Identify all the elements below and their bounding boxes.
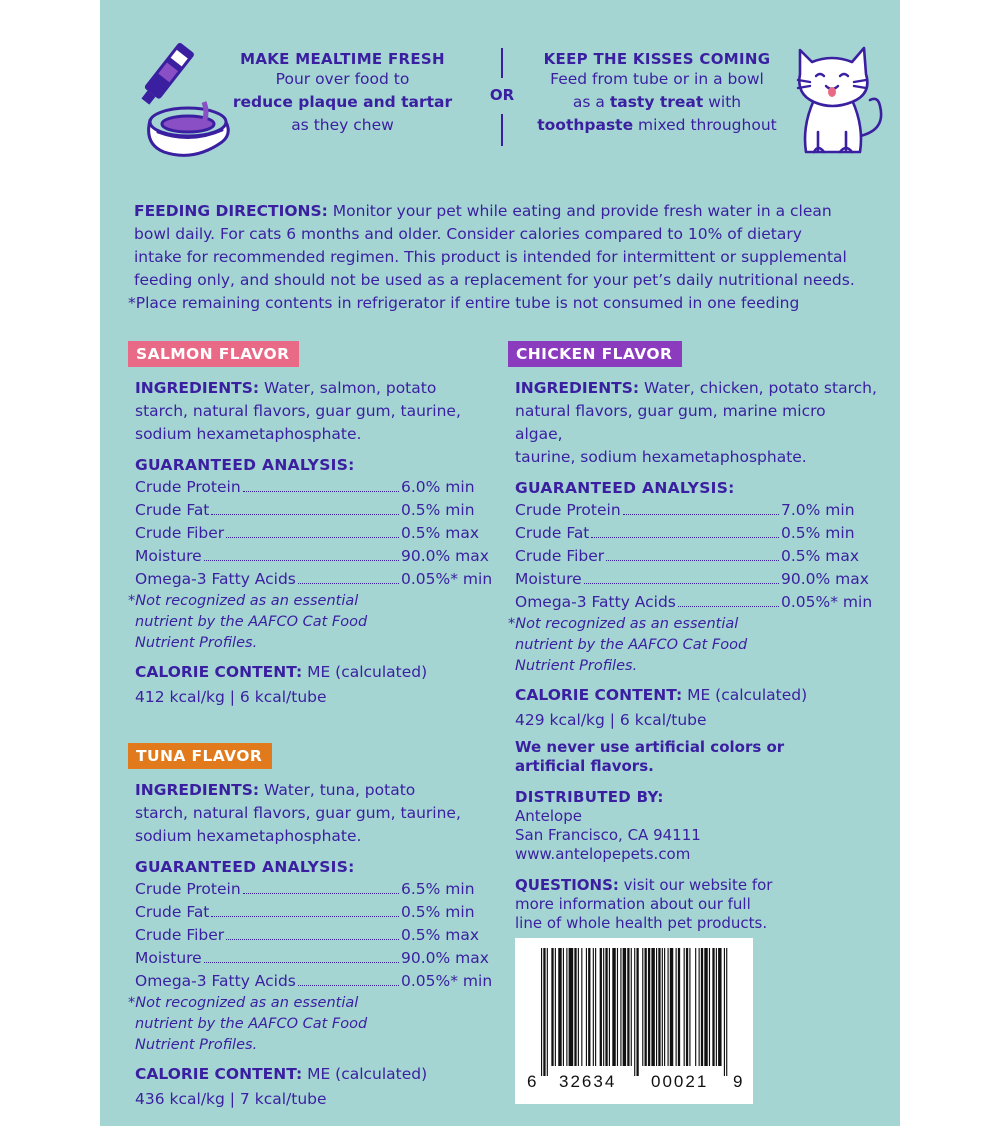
barcode-bar: [566, 948, 567, 1066]
chicken-aafco-note: *Not recognized as an essential nutrient by the AAFCO Cat Food Nutrient Profiles.: [508, 616, 748, 674]
barcode-bar: [662, 948, 663, 1066]
barcode-bar: [547, 948, 548, 1076]
kisses-line-1: Feed from tube or in a bowl: [550, 70, 764, 88]
barcode-bar: [609, 948, 610, 1066]
barcode-bar: [569, 948, 574, 1066]
barcode-bar: [541, 948, 542, 1076]
ga-row: Crude Protein 6.5% min: [135, 880, 475, 898]
kisses-line-3: toothpaste mixed throughout: [537, 116, 777, 134]
barcode-bar: [716, 948, 717, 1066]
tuna-ga-table: [135, 878, 498, 993]
barcode-bar: [627, 948, 629, 1066]
barcode-bar: [712, 948, 714, 1066]
mealtime-line-1: Pour over food to: [275, 70, 410, 88]
cat-icon: [788, 40, 886, 160]
no-artificial-statement: We never use artificial colors or artificial flavors.: [515, 738, 785, 775]
barcode-bar: [689, 948, 690, 1066]
ga-row: Crude Fat 0.5% min: [135, 501, 475, 519]
mealtime-line-3: as they chew: [291, 116, 394, 134]
barcode-bar: [695, 948, 696, 1066]
barcode-bar: [701, 948, 703, 1066]
feeding-line-1: FEEDING DIRECTIONS: Monitor your pet while eating and provide fresh water in a clean: [134, 202, 832, 220]
tuna-flavor-tag: TUNA FLAVOR: [128, 743, 272, 769]
barcode-digits-left: 32634: [559, 1072, 617, 1091]
ga-row: Moisture 90.0% max: [135, 547, 489, 565]
tuna-flavor-card: [128, 743, 498, 1112]
barcode-bar: [586, 948, 587, 1066]
company-info: [515, 738, 815, 945]
distributor-name: Antelope: [515, 807, 582, 825]
salmon-flavor-tag: SALMON FLAVOR: [128, 341, 299, 367]
chicken-calorie-content: CALORIE CONTENT: ME (calculated) 429 kcal/kg | 6 kcal/tube: [515, 686, 808, 729]
barcode-bar: [581, 948, 582, 1066]
ga-row: Crude Fiber 0.5% max: [515, 547, 860, 565]
barcode-bar: [605, 948, 607, 1066]
barcode-digit-last: 9: [733, 1072, 743, 1091]
barcode-bar: [726, 948, 727, 1076]
upc-barcode: [515, 938, 753, 1104]
barcode-bar: [709, 948, 710, 1066]
kisses-coming-block: [532, 50, 782, 137]
tuna-calorie-content: CALORIE CONTENT: ME (calculated) 436 kcal/kg | 7 kcal/tube: [135, 1065, 428, 1108]
barcode-bar: [645, 948, 647, 1066]
barcode-bar: [593, 948, 594, 1066]
barcode-digit-first: 6: [527, 1072, 537, 1091]
barcode-bar: [686, 948, 688, 1066]
barcode-bar: [658, 948, 660, 1066]
salmon-calorie-content: CALORIE CONTENT: ME (calculated) 412 kcal/kg | 6 kcal/tube: [135, 663, 428, 706]
package-back-panel: [100, 0, 900, 1126]
or-label: OR: [489, 86, 515, 104]
ga-row: Crude Fiber 0.5% max: [135, 926, 480, 944]
barcode-bar: [551, 948, 553, 1066]
ga-row: Omega-3 Fatty Acids 0.05%* min: [515, 593, 873, 611]
ga-row: Crude Protein 6.0% min: [135, 478, 475, 496]
feeding-line-5: *Place remaining contents in refrigerator if entire tube is not consumed in one feeding: [128, 294, 800, 312]
feeding-line-3: intake for recommended regimen. This product is intended for intermittent or supplemental: [134, 248, 847, 266]
salmon-ga-heading: GUARANTEED ANALYSIS:: [135, 456, 355, 474]
separator-line-bottom: [501, 114, 503, 146]
barcode-bar: [623, 948, 626, 1066]
barcode-bar: [555, 948, 556, 1066]
chicken-ga-heading: GUARANTEED ANALYSIS:: [515, 479, 735, 497]
feeding-directions: [128, 200, 888, 315]
barcode-bar: [642, 948, 643, 1066]
barcode-bar: [656, 948, 657, 1066]
mealtime-line-2: reduce plaque and tartar: [232, 93, 453, 111]
chicken-ga-table: [515, 499, 878, 614]
questions-block: QUESTIONS: visit our website for more information about our full line of whole health pet products.: [515, 876, 773, 932]
distributor-city: San Francisco, CA 94111: [515, 826, 701, 844]
barcode-bar: [543, 948, 545, 1076]
barcode-digits-right: 00021: [651, 1072, 709, 1091]
ga-row: Crude Fat 0.5% min: [515, 524, 855, 542]
kisses-line-2: as a tasty treat with: [572, 93, 742, 111]
mealtime-fresh-title: MAKE MEALTIME FRESH: [240, 50, 445, 68]
tuna-aafco-note: *Not recognized as an essential nutrient by the AAFCO Cat Food Nutrient Profiles.: [128, 995, 368, 1053]
kisses-coming-title: KEEP THE KISSES COMING: [543, 50, 771, 68]
barcode-bar: [620, 948, 621, 1066]
barcode-bar: [678, 948, 680, 1066]
or-separator: [489, 48, 515, 148]
tuna-ingredients: INGREDIENTS: Water, tuna, potato starch, natural flavors, guar gum, taurine, sodium hexametaphosphate.: [135, 781, 461, 845]
barcode-bar: [563, 948, 564, 1066]
barcode-bar: [699, 948, 700, 1066]
barcode-bar: [636, 948, 638, 1076]
distributor-website: www.antelopepets.com: [515, 845, 691, 863]
barcode-bar: [670, 948, 673, 1066]
barcode-bar: [634, 948, 635, 1076]
separator-line-top: [501, 48, 503, 78]
barcode-bar: [724, 948, 725, 1076]
feeding-line-2: bowl daily. For cats 6 months and older. Consider calories compared to 10% of dietary: [134, 225, 802, 243]
ga-row: Omega-3 Fatty Acids 0.05%* min: [135, 570, 493, 588]
salmon-ga-table: [135, 476, 498, 591]
tuna-ga-heading: GUARANTEED ANALYSIS:: [135, 858, 355, 876]
ga-row: Crude Fat 0.5% min: [135, 903, 475, 921]
barcode-bar: [603, 948, 604, 1066]
distributor-block: [515, 788, 815, 864]
barcode-bar: [595, 948, 596, 1066]
salmon-flavor-card: [128, 341, 498, 710]
ga-row: Crude Fiber 0.5% max: [135, 524, 480, 542]
barcode-bar: [600, 948, 602, 1066]
ga-row: Crude Protein 7.0% min: [515, 501, 855, 519]
ga-row: Moisture 90.0% max: [135, 949, 489, 967]
chicken-ingredients: INGREDIENTS: Water, chicken, potato starch, natural flavors, guar gum, marine micro algae, taurine, sodium hexametaphosphate.: [515, 379, 877, 466]
barcode-bar: [612, 948, 615, 1066]
feeding-line-4: feeding only, and should not be used as a replacement for your pet’s daily nutritional needs.: [134, 271, 855, 289]
ga-row: Omega-3 Fatty Acids 0.05%* min: [135, 972, 493, 990]
mealtime-fresh-block: [225, 50, 460, 137]
tube-bowl-icon: [130, 40, 232, 158]
distributed-by-label: DISTRIBUTED BY:: [515, 788, 664, 806]
salmon-aafco-note: *Not recognized as an essential nutrient by the AAFCO Cat Food Nutrient Profiles.: [128, 593, 368, 651]
barcode-bar: [718, 948, 721, 1066]
salmon-ingredients: INGREDIENTS: Water, salmon, potato starch, natural flavors, guar gum, taurine, sodium hexametaphosphate.: [135, 379, 461, 443]
barcode-bar: [578, 948, 579, 1066]
chicken-flavor-tag: CHICKEN FLAVOR: [508, 341, 682, 367]
barcode-bar: [664, 948, 665, 1066]
barcode-bar: [558, 948, 561, 1066]
barcode-bar: [651, 948, 654, 1066]
barcode-bar: [704, 948, 707, 1066]
barcode-bar: [631, 948, 632, 1066]
ga-row: Moisture 90.0% max: [515, 570, 869, 588]
barcode-bars: [541, 948, 729, 1076]
barcode-bar: [676, 948, 677, 1066]
barcode-bar: [617, 948, 618, 1066]
barcode-bar: [648, 948, 650, 1066]
barcode-bar: [588, 948, 590, 1066]
barcode-bar: [684, 948, 685, 1066]
barcode-bar: [668, 948, 669, 1066]
chicken-flavor-card: [508, 341, 878, 733]
barcode-bar: [574, 948, 576, 1066]
